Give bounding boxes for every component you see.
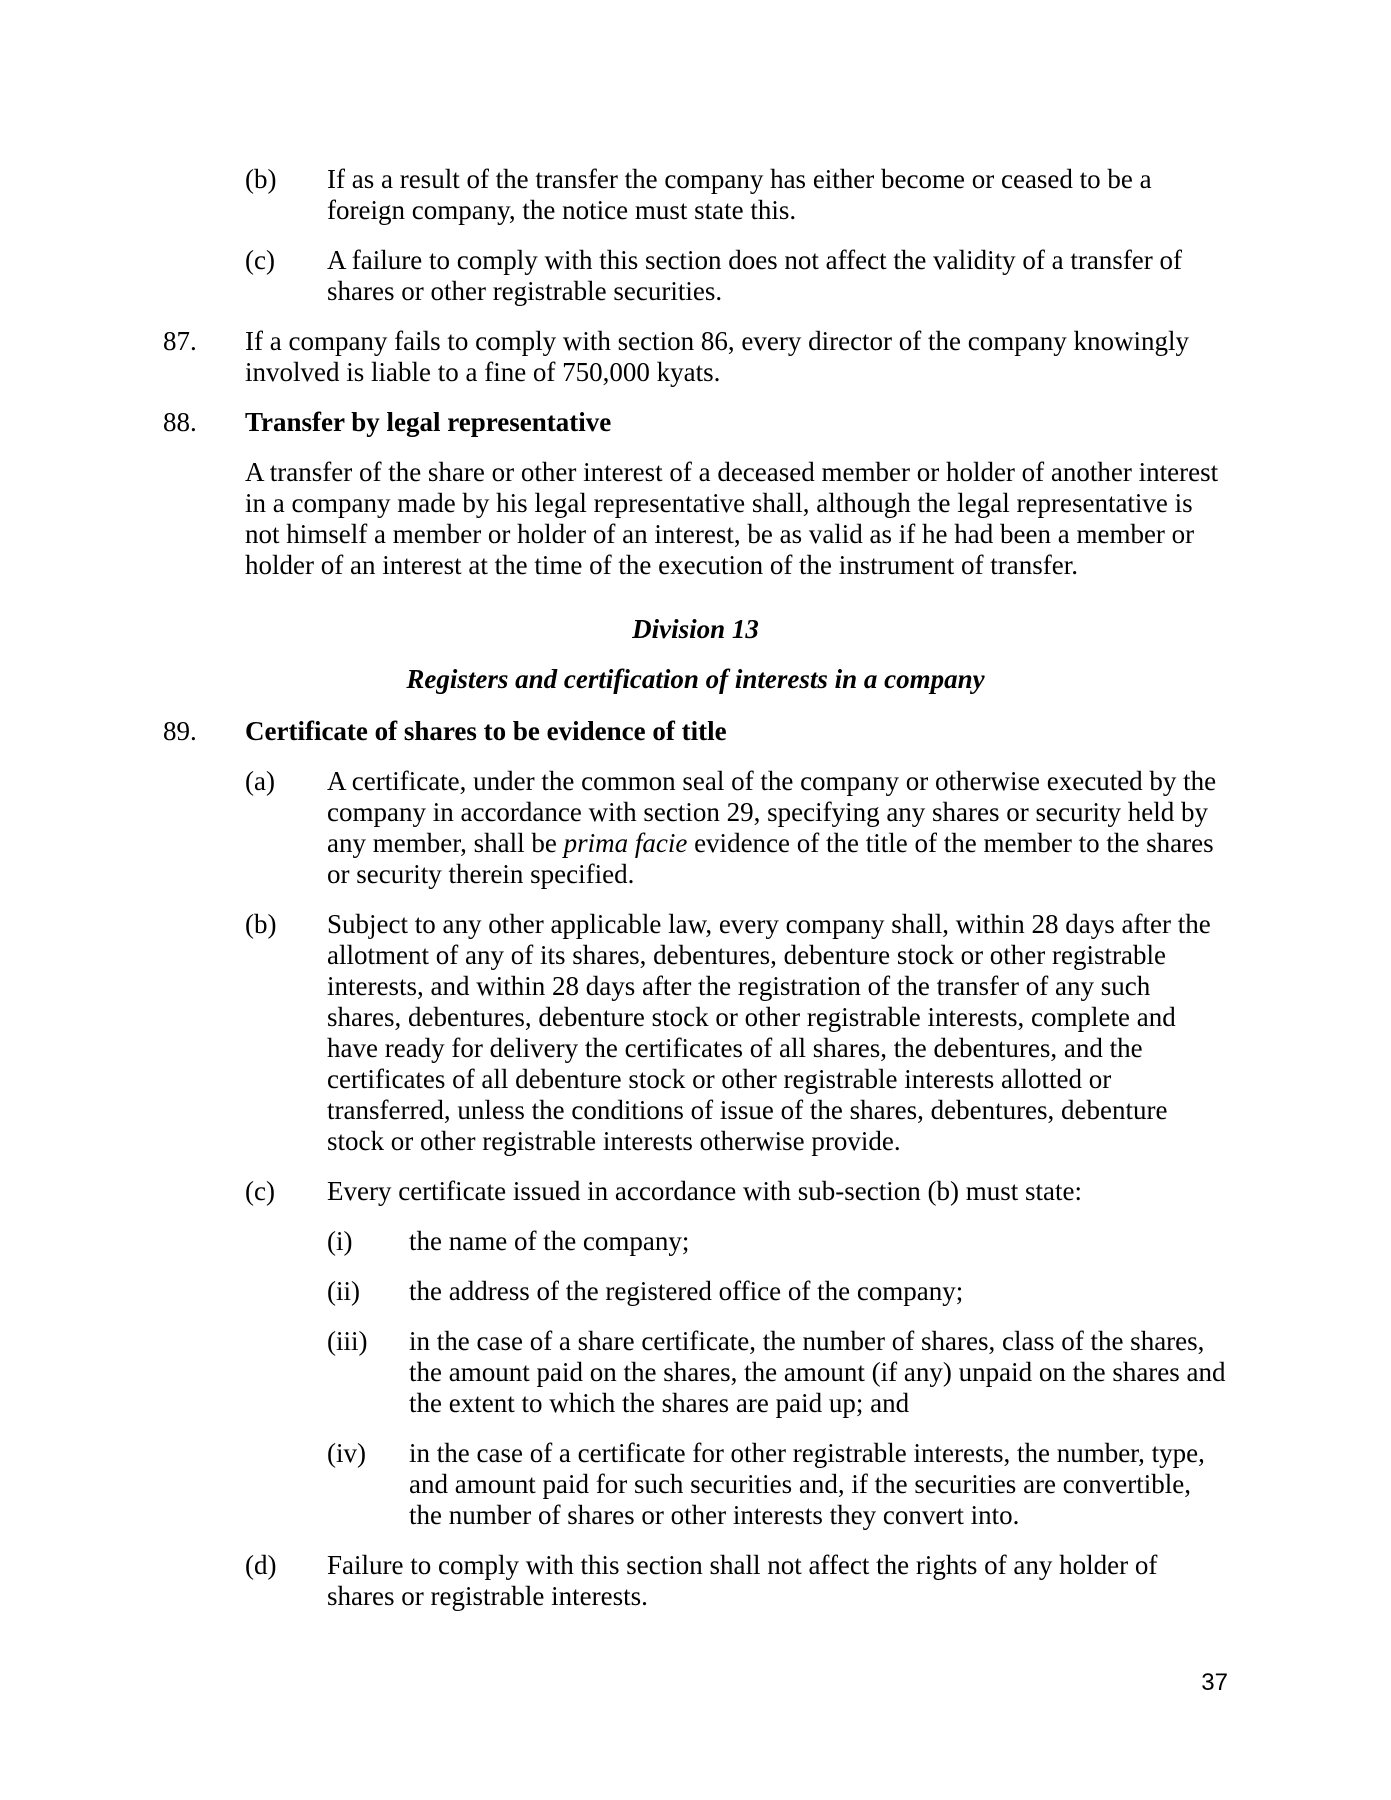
- clause-89-c-text: Every certificate issued in accordance with sub-section (b) must state:: [327, 1176, 1082, 1206]
- clause-89-a-latin-phrase: prima facie: [563, 828, 688, 858]
- clause-89-a: [245, 766, 1228, 890]
- subclause-89-c-iii-label: (iii): [327, 1326, 368, 1356]
- clause-top-b-text: If as a result of the transfer the company has either become or ceased to be a foreign company, the notice must state this.: [327, 164, 1152, 225]
- subclause-89-c-iii: [327, 1326, 1228, 1419]
- document-body: [163, 164, 1228, 1631]
- section-88-heading: Transfer by legal representative: [245, 407, 612, 437]
- subclause-89-c-ii-label: (ii): [327, 1276, 360, 1306]
- section-88-body: A transfer of the share or other interest of a deceased member or holder of another interest in a company made by his legal representative shall, although the legal representative is not himself a member or holder of an interest, be as valid as if he had been a member or holder of an interest at the time of the execution of the instrument of transfer.: [245, 457, 1219, 580]
- clause-89-d: [245, 1550, 1228, 1612]
- page-number: 37: [1201, 1669, 1228, 1696]
- clause-top-c-label: (c): [245, 245, 275, 275]
- section-89-number: 89.: [163, 716, 197, 746]
- subclause-89-c-i: [327, 1226, 1228, 1257]
- clause-89-d-text: Failure to comply with this section shall not affect the rights of any holder of shares or registrable interests.: [327, 1550, 1158, 1611]
- clause-89-b-text: Subject to any other applicable law, every company shall, within 28 days after the allotment of any of its shares, debentures, debenture stock or other registrable interests, and within 28 days after the registration of the transfer of any such shares, debentures, debenture stock or other registrable interests, complete and have ready for delivery the certificates of all shares, the debentures, and the certificates of all debenture stock or other registrable interests allotted or transferred, unless the conditions of issue of the shares, debentures, debenture stock or other registrable interests otherwise provide.: [327, 909, 1211, 1156]
- clause-top-c-text: A failure to comply with this section does not affect the validity of a transfer of shares or other registrable securities.: [327, 245, 1183, 306]
- subclause-89-c-ii: [327, 1276, 1228, 1307]
- subclause-89-c-iv-label: (iv): [327, 1438, 366, 1468]
- subclause-89-c-ii-text: the address of the registered office of the company;: [409, 1276, 964, 1306]
- clause-89-d-label: (d): [245, 1550, 277, 1580]
- clause-89-a-label: (a): [245, 766, 275, 796]
- section-87-number: 87.: [163, 326, 197, 356]
- clause-89-b: [245, 909, 1228, 1157]
- section-87: [163, 326, 1228, 388]
- division-title: Division 13: [632, 614, 759, 644]
- division-subtitle: Registers and certification of interests in a company: [406, 664, 985, 694]
- section-87-text: If a company fails to comply with section 86, every director of the company knowingly involved is liable to a fine of 750,000 kyats.: [245, 326, 1189, 387]
- subclause-89-c-i-text: the name of the company;: [409, 1226, 690, 1256]
- section-89-heading: Certificate of shares to be evidence of title: [245, 716, 727, 746]
- subclause-89-c-iv: [327, 1438, 1228, 1531]
- clause-top-b-label: (b): [245, 164, 277, 194]
- clause-top-b: [245, 164, 1228, 226]
- clause-89-a-text-start: A certificate, under the common seal of the company or otherwise executed by the company in accordance with section 29, specifying any shares or security held by any member, shall be: [327, 766, 1217, 858]
- subclause-89-c-iii-text: in the case of a share certificate, the number of shares, class of the shares, the amount paid on the shares, the amount (if any) unpaid on the shares and the extent to which the shares are paid up; and: [409, 1326, 1226, 1418]
- section-88-heading-row: [163, 407, 1228, 438]
- section-89-heading-row: [163, 716, 1228, 747]
- clause-89-b-label: (b): [245, 909, 277, 939]
- clause-89-a-text: [327, 766, 1228, 890]
- clause-top-c: [245, 245, 1228, 307]
- clause-89-c: [245, 1176, 1228, 1207]
- clause-89-c-label: (c): [245, 1176, 275, 1206]
- subclause-89-c-i-label: (i): [327, 1226, 353, 1256]
- subclause-89-c-iv-text: in the case of a certificate for other registrable interests, the number, type, and amount paid for such securities and, if the securities are convertible, the number of shares or other interests they convert into.: [409, 1438, 1205, 1530]
- section-88-number: 88.: [163, 407, 197, 437]
- clause-89-a-text-end: evidence of the title of the member to the shares or security therein specified.: [327, 828, 1214, 889]
